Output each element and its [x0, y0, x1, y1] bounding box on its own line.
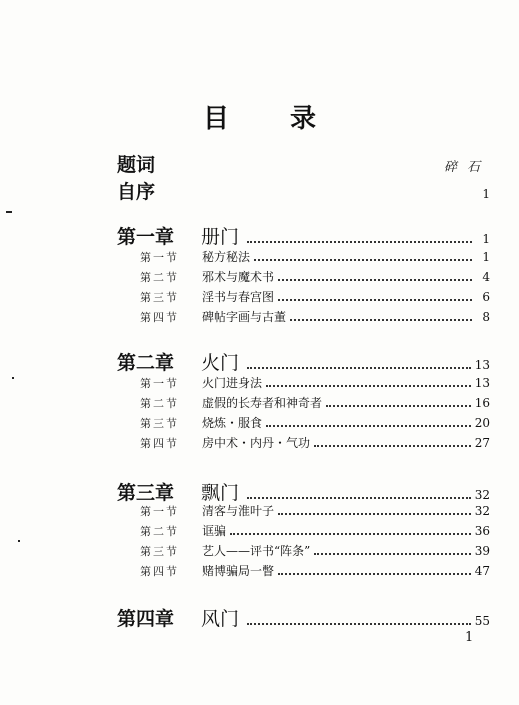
- scan-speck: [6, 211, 12, 213]
- chapter-number: 第三章: [117, 482, 175, 504]
- dot-leader: [230, 533, 471, 535]
- preface-page: 1: [482, 187, 490, 201]
- section-3-2-row[interactable]: [140, 522, 490, 539]
- section-title: 赌博骗局一瞥: [202, 564, 275, 578]
- dot-leader: [314, 445, 471, 447]
- dot-leader: [247, 241, 472, 243]
- section-title: 烧炼・服食: [202, 416, 263, 430]
- chapter-page: 1: [482, 232, 490, 246]
- dot-leader: [247, 367, 471, 369]
- section-title: 邪术与魔术书: [202, 270, 275, 284]
- section-number: 第三节: [140, 291, 179, 304]
- section-title: 虚假的长寿者和神奇者: [202, 396, 323, 410]
- inscription-author: 碎石: [443, 160, 490, 175]
- section-page: 6: [482, 290, 490, 304]
- section-2-3-row[interactable]: [140, 414, 490, 431]
- section-title: 清客与淮叶子: [202, 504, 275, 518]
- section-page: 13: [474, 376, 490, 390]
- scan-speck: [12, 377, 14, 379]
- section-page: 8: [482, 310, 490, 324]
- section-title: 火门进身法: [202, 376, 263, 390]
- section-number: 第二节: [140, 525, 179, 538]
- section-number: 第二节: [140, 397, 179, 410]
- section-1-1-row[interactable]: [140, 248, 490, 265]
- section-page: 39: [474, 544, 490, 558]
- section-page: 4: [482, 270, 490, 284]
- section-title: 诓骗: [202, 524, 227, 538]
- section-number: 第三节: [140, 417, 179, 430]
- dot-leader: [314, 553, 470, 555]
- chapter-number: 第一章: [117, 226, 175, 248]
- footer-page-number: 1: [465, 630, 474, 645]
- section-number: 第二节: [140, 271, 179, 284]
- dot-leader: [266, 425, 471, 427]
- section-number: 第三节: [140, 545, 179, 558]
- chapter-number: 第四章: [117, 608, 175, 630]
- chapter-3-row[interactable]: [117, 478, 490, 505]
- section-number: 第四节: [140, 437, 179, 450]
- section-number: 第一节: [140, 377, 179, 390]
- dot-leader: [278, 513, 471, 515]
- chapter-4-row[interactable]: [117, 604, 490, 631]
- section-1-2-row[interactable]: [140, 268, 490, 285]
- section-page: 27: [474, 436, 490, 450]
- section-number: 第一节: [140, 505, 179, 518]
- dot-leader: [326, 405, 471, 407]
- section-page: 1: [482, 250, 490, 264]
- section-2-4-row[interactable]: [140, 434, 490, 451]
- chapter-number: 第二章: [117, 352, 175, 374]
- dot-leader: [254, 259, 472, 261]
- section-2-2-row[interactable]: [140, 394, 490, 411]
- chapter-title: 风门: [201, 608, 240, 630]
- chapter-title: 册门: [201, 226, 240, 248]
- section-title: 碑帖字画与古董: [202, 310, 287, 324]
- inscription-row[interactable]: [117, 150, 490, 177]
- section-3-1-row[interactable]: [140, 502, 490, 519]
- section-page: 36: [474, 524, 490, 538]
- preface-row[interactable]: [117, 177, 490, 204]
- scan-speck: [18, 540, 20, 542]
- dot-leader: [247, 497, 471, 499]
- section-page: 20: [474, 416, 490, 430]
- section-3-4-row[interactable]: [140, 562, 490, 579]
- chapter-page: 55: [474, 614, 490, 628]
- section-number: 第四节: [140, 311, 179, 324]
- chapter-title: 飘门: [201, 482, 240, 504]
- chapter-title: 火门: [201, 352, 240, 374]
- dot-leader: [247, 623, 471, 625]
- section-1-4-row[interactable]: [140, 308, 490, 325]
- dot-leader: [266, 385, 471, 387]
- dot-leader: [278, 279, 472, 281]
- inscription-label: 题词: [117, 154, 156, 176]
- section-page: 47: [474, 564, 490, 578]
- chapter-page: 13: [474, 358, 490, 372]
- section-1-3-row[interactable]: [140, 288, 490, 305]
- section-title: 秘方秘法: [202, 250, 251, 264]
- page-title: 目 录: [202, 104, 343, 134]
- section-page: 32: [474, 504, 490, 518]
- chapter-page: 32: [474, 488, 490, 502]
- section-number: 第一节: [140, 251, 179, 264]
- dot-leader: [290, 319, 472, 321]
- dot-leader: [278, 573, 471, 575]
- section-page: 16: [474, 396, 490, 410]
- section-3-3-row[interactable]: [140, 542, 490, 559]
- section-title: 房中术・内丹・气功: [202, 436, 311, 450]
- dot-leader: [278, 299, 472, 301]
- section-2-1-row[interactable]: [140, 374, 490, 391]
- section-title: 艺人——评书“阵条”: [202, 544, 311, 558]
- preface-label: 自序: [117, 181, 156, 203]
- chapter-1-row[interactable]: [117, 222, 490, 249]
- section-number: 第四节: [140, 565, 179, 578]
- chapter-2-row[interactable]: [117, 348, 490, 375]
- section-title: 淫书与春宫图: [202, 290, 275, 304]
